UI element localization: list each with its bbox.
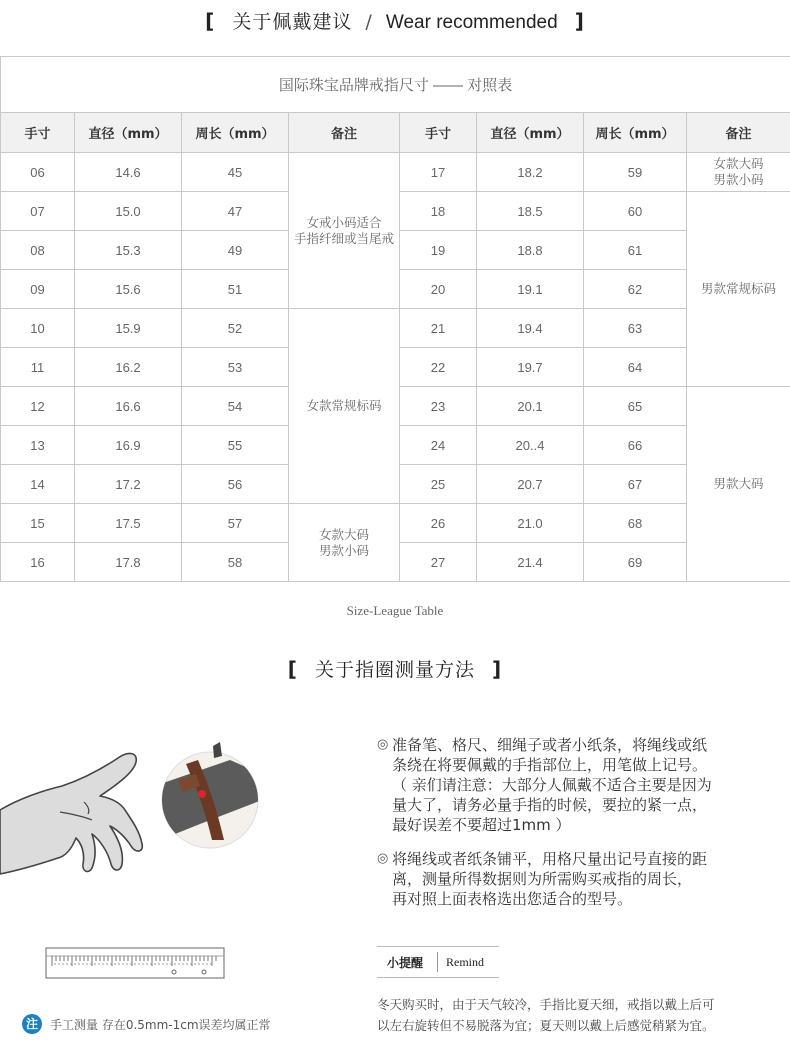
header-cell: 周长（mm） bbox=[584, 113, 687, 153]
step-marker: ◎ bbox=[377, 851, 389, 866]
measure-heading bbox=[0, 655, 790, 682]
circumference-cell: 57 bbox=[182, 504, 289, 543]
step-line: 将绳线或者纸条铺平，用格尺量出记号直接的距 bbox=[392, 850, 708, 868]
diameter-cell: 19.4 bbox=[477, 309, 584, 348]
size-cell: 15 bbox=[1, 504, 75, 543]
diameter-cell: 15.0 bbox=[75, 192, 182, 231]
step-marker: ◎ bbox=[377, 737, 389, 752]
wear-heading-slash: / bbox=[365, 11, 373, 33]
size-cell: 17 bbox=[400, 153, 477, 192]
note-badge: 注 bbox=[22, 1014, 42, 1034]
circumference-cell: 52 bbox=[182, 309, 289, 348]
bracket-right: ] bbox=[492, 657, 503, 681]
diameter-cell: 15.6 bbox=[75, 270, 182, 309]
diameter-cell: 16.2 bbox=[75, 348, 182, 387]
bracket-right: ] bbox=[574, 9, 585, 33]
size-cell: 21 bbox=[400, 309, 477, 348]
diameter-cell: 21.4 bbox=[477, 543, 584, 582]
circumference-cell: 51 bbox=[182, 270, 289, 309]
size-cell: 09 bbox=[1, 270, 75, 309]
tip-line: 以左右旋转但不易脱落为宜；夏天则以戴上后感觉稍紧为宜。 bbox=[377, 1018, 715, 1033]
note-line: 女款大码 bbox=[318, 527, 369, 542]
table-subcaption: Size-League Table bbox=[346, 603, 444, 618]
note-line: 女款大码 bbox=[713, 157, 764, 171]
remind-en: Remind bbox=[446, 955, 484, 969]
step-line: （ 亲们请注意：大部分人佩戴不适合主要是因为 bbox=[392, 776, 712, 794]
table-header-row bbox=[1, 113, 790, 153]
diameter-cell: 16.9 bbox=[75, 426, 182, 465]
circumference-cell: 58 bbox=[182, 543, 289, 582]
diameter-cell: 18.2 bbox=[477, 153, 584, 192]
step-line: 最好误差不要超过1mm ） bbox=[392, 816, 571, 834]
step-line: 准备笔、格尺、细绳子或者小纸条，将绳线或纸 bbox=[392, 736, 708, 754]
diameter-cell: 15.9 bbox=[75, 309, 182, 348]
note-line: 男款小码 bbox=[713, 173, 764, 187]
size-cell: 12 bbox=[1, 387, 75, 426]
size-cell: 10 bbox=[1, 309, 75, 348]
header-cell: 周长（mm） bbox=[182, 113, 289, 153]
header-cell: 手寸 bbox=[1, 113, 75, 153]
circumference-cell: 53 bbox=[182, 348, 289, 387]
measure-step bbox=[377, 735, 777, 835]
circumference-cell: 63 bbox=[584, 309, 687, 348]
size-cell: 19 bbox=[400, 231, 477, 270]
diameter-cell: 19.7 bbox=[477, 348, 584, 387]
size-cell: 11 bbox=[1, 348, 75, 387]
note-line: 男款大码 bbox=[713, 477, 764, 491]
note-line: 男款常规标码 bbox=[701, 282, 777, 296]
step-line: 再对照上面表格选出您适合的型号。 bbox=[392, 890, 633, 908]
note-cell bbox=[687, 153, 790, 192]
circumference-cell: 60 bbox=[584, 192, 687, 231]
note-line: 手指纤细或当尾戒 bbox=[293, 231, 394, 246]
size-cell: 20 bbox=[400, 270, 477, 309]
remind-label bbox=[377, 946, 499, 978]
circumference-cell: 66 bbox=[584, 426, 687, 465]
circumference-cell: 49 bbox=[182, 231, 289, 270]
size-cell: 07 bbox=[1, 192, 75, 231]
diameter-cell: 16.6 bbox=[75, 387, 182, 426]
note-line: 女款常规标码 bbox=[306, 399, 382, 413]
diameter-cell: 17.5 bbox=[75, 504, 182, 543]
diameter-cell: 18.5 bbox=[477, 192, 584, 231]
manual-measure-note: 手工测量 存在0.5mm-1cm误差均属正常 bbox=[50, 1018, 271, 1032]
size-cell: 16 bbox=[1, 543, 75, 582]
circumference-cell: 68 bbox=[584, 504, 687, 543]
circumference-cell: 56 bbox=[182, 465, 289, 504]
circumference-cell: 45 bbox=[182, 153, 289, 192]
measure-steps bbox=[377, 735, 777, 921]
diameter-cell: 14.6 bbox=[75, 153, 182, 192]
note-cell bbox=[687, 387, 790, 582]
size-table bbox=[0, 56, 790, 582]
table-row bbox=[1, 153, 790, 192]
remind-divider bbox=[437, 952, 438, 972]
tip-line: 冬天购买时，由于天气较冷，手指比夏天细，戒指以戴上后可 bbox=[377, 997, 715, 1012]
size-cell: 18 bbox=[400, 192, 477, 231]
bracket-left: [ bbox=[205, 9, 216, 33]
mark-dot bbox=[198, 790, 206, 798]
size-cell: 25 bbox=[400, 465, 477, 504]
wear-heading-en: Wear recommended bbox=[385, 12, 558, 33]
circumference-cell: 62 bbox=[584, 270, 687, 309]
table-row bbox=[1, 309, 790, 348]
diameter-cell: 17.8 bbox=[75, 543, 182, 582]
diameter-cell: 20..4 bbox=[477, 426, 584, 465]
circumference-cell: 65 bbox=[584, 387, 687, 426]
ruler-icon bbox=[44, 944, 229, 984]
circumference-cell: 55 bbox=[182, 426, 289, 465]
note-cell bbox=[289, 153, 400, 309]
circumference-cell: 59 bbox=[584, 153, 687, 192]
header-cell: 直径（mm） bbox=[75, 113, 182, 153]
circumference-cell: 54 bbox=[182, 387, 289, 426]
diameter-cell: 19.1 bbox=[477, 270, 584, 309]
wear-heading bbox=[0, 7, 790, 34]
step-line: 离，测量所得数据则为所需购买戒指的周长， bbox=[392, 870, 693, 888]
header-cell: 直径（mm） bbox=[477, 113, 584, 153]
size-cell: 06 bbox=[1, 153, 75, 192]
table-row bbox=[1, 504, 790, 543]
diameter-cell: 18.8 bbox=[477, 231, 584, 270]
size-cell: 24 bbox=[400, 426, 477, 465]
circumference-cell: 64 bbox=[584, 348, 687, 387]
diameter-cell: 20.7 bbox=[477, 465, 584, 504]
size-cell: 27 bbox=[400, 543, 477, 582]
note-line: 男款小码 bbox=[318, 543, 369, 558]
note-cell bbox=[289, 504, 400, 582]
size-cell: 14 bbox=[1, 465, 75, 504]
size-cell: 26 bbox=[400, 504, 477, 543]
measure-step bbox=[377, 849, 777, 909]
measure-heading-cn: 关于指圈测量方法 bbox=[314, 659, 475, 681]
diameter-cell: 20.1 bbox=[477, 387, 584, 426]
wear-heading-cn: 关于佩戴建议 bbox=[232, 11, 353, 33]
note-cell bbox=[289, 309, 400, 504]
hand-illustration-icon bbox=[0, 740, 270, 910]
note-cell bbox=[687, 192, 790, 387]
diameter-cell: 21.0 bbox=[477, 504, 584, 543]
bracket-left: [ bbox=[287, 657, 298, 681]
size-cell: 08 bbox=[1, 231, 75, 270]
size-cell: 22 bbox=[400, 348, 477, 387]
size-cell: 23 bbox=[400, 387, 477, 426]
header-cell: 手寸 bbox=[400, 113, 477, 153]
table-caption: 国际珠宝品牌戒指尺寸 —— 对照表 bbox=[1, 57, 790, 113]
circumference-cell: 69 bbox=[584, 543, 687, 582]
remind-cn: 小提醒 bbox=[387, 956, 424, 970]
step-line: 量大了，请务必量手指的时候，要拉的紧一点， bbox=[392, 796, 708, 814]
circumference-cell: 47 bbox=[182, 192, 289, 231]
season-tip bbox=[377, 994, 777, 1036]
circumference-cell: 61 bbox=[584, 231, 687, 270]
size-cell: 13 bbox=[1, 426, 75, 465]
diameter-cell: 15.3 bbox=[75, 231, 182, 270]
header-cell: 备注 bbox=[289, 113, 400, 153]
header-cell: 备注 bbox=[687, 113, 790, 153]
step-line: 条绕在将要佩戴的手指部位上，用笔做上记号。 bbox=[392, 756, 708, 774]
circumference-cell: 67 bbox=[584, 465, 687, 504]
note-line: 女戒小码适合 bbox=[306, 215, 382, 230]
diameter-cell: 17.2 bbox=[75, 465, 182, 504]
